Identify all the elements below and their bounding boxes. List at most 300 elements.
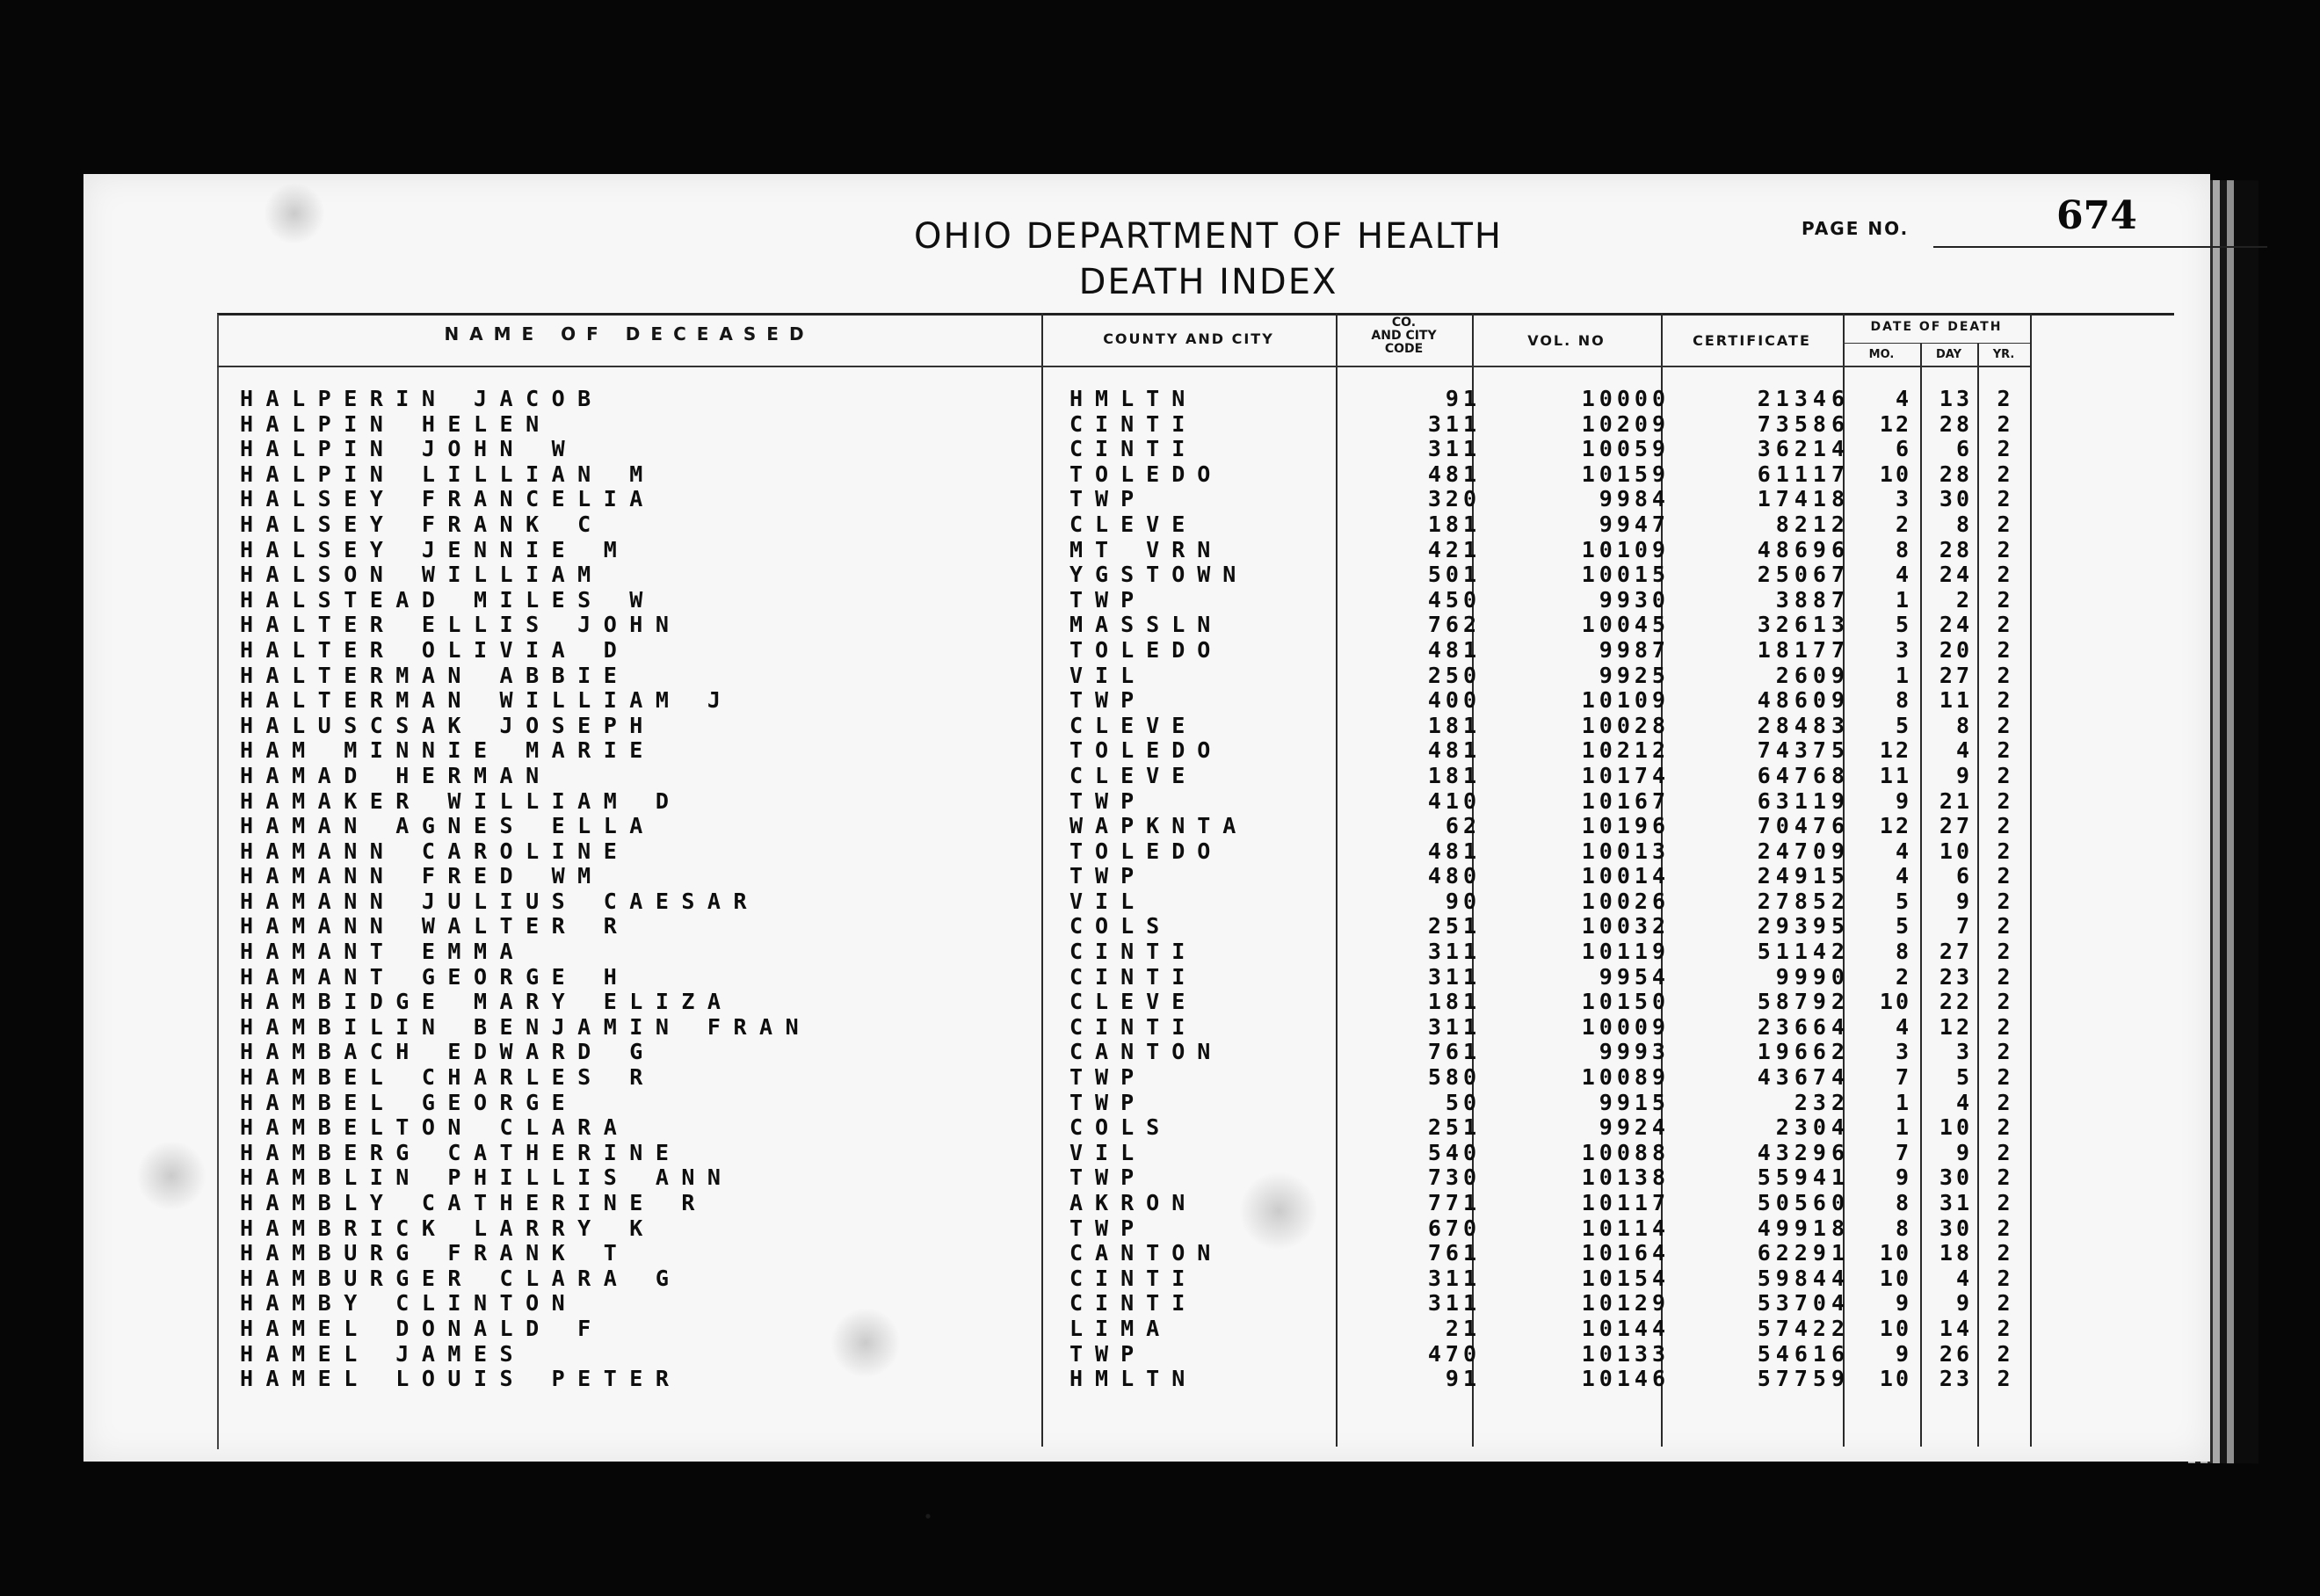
death-month: 3 [1895,636,1911,663]
table-row [83,538,2210,563]
header-code [1336,316,1472,356]
deceased-name: HALPERIN JACOB [240,386,604,411]
volume-number: 10109 [1581,536,1670,562]
death-year: 2 [1997,1190,2011,1215]
death-day: 24 [1939,612,1973,638]
table-row [83,487,2210,512]
certificate-number: 8212 [1775,511,1850,537]
table-row [83,889,2210,915]
death-year: 2 [1997,1089,2011,1115]
volume-number: 9993 [1599,1039,1670,1065]
death-day: 30 [1939,486,1973,512]
deceased-name: HAMBEL GEORGE [240,1089,578,1115]
city-code: 761 [1427,1039,1481,1065]
death-day: 27 [1939,939,1973,965]
death-day: 28 [1939,410,1973,437]
volume-number: 10000 [1581,386,1670,411]
certificate-number: 24709 [1757,838,1850,864]
title-line-1: OHIO DEPARTMENT OF HEALTH [914,216,1503,257]
table-row [83,1040,2210,1065]
table-row [83,839,2210,865]
deceased-name: HAMANN JULIUS CAESAR [240,888,760,914]
county-city: TWP [1069,1340,1147,1367]
certificate-number: 73586 [1757,410,1850,437]
city-code: 181 [1427,511,1481,537]
certificate-number: 70476 [1757,813,1850,839]
volume-number: 10212 [1581,737,1670,764]
county-city: MASSLN [1069,612,1223,638]
death-day: 9 [1955,1139,1973,1165]
city-code: 481 [1427,461,1481,487]
death-month: 12 [1879,813,1911,839]
certificate-number: 21346 [1757,386,1850,411]
death-year: 2 [1997,461,2011,487]
death-year: 2 [1997,612,2011,638]
volume-number: 10119 [1581,939,1670,965]
county-city: HMLTN [1069,1366,1198,1392]
county-city: MT VRN [1069,536,1223,562]
death-day: 4 [1955,1265,1973,1291]
death-day: 22 [1939,989,1973,1015]
city-code: 311 [1427,1013,1481,1040]
volume-number: 10045 [1581,612,1670,638]
county-city: CLEVE [1069,712,1198,738]
county-city: YGSTOWN [1069,562,1249,588]
death-year: 2 [1997,687,2011,714]
deceased-name: HALPIN JOHN W [240,436,578,462]
death-day: 28 [1939,536,1973,562]
table-row [83,965,2210,990]
death-month: 9 [1895,1164,1911,1191]
deceased-name: HALSON WILLIAM [240,562,604,588]
table-row [83,1241,2210,1266]
volume-number: 10015 [1581,562,1670,588]
deceased-name: HALUSCSAK JOSEPH [240,712,656,738]
death-day: 9 [1955,1290,1973,1317]
table-row [83,1065,2210,1091]
city-code: 481 [1427,636,1481,663]
county-city: COLS [1069,913,1172,939]
certificate-number: 27852 [1757,888,1850,914]
certificate-number: 25067 [1757,562,1850,588]
city-code: 21 [1445,1315,1481,1341]
city-code: 470 [1427,1340,1481,1367]
death-month: 1 [1895,662,1911,688]
death-day: 6 [1955,436,1973,462]
certificate-number: 18177 [1757,636,1850,663]
table-row [83,939,2210,965]
volume-number: 10089 [1581,1064,1670,1091]
volume-number: 10133 [1581,1340,1670,1367]
death-year: 2 [1997,762,2011,788]
deceased-name: HALSEY FRANCELIA [240,486,656,512]
table-row [83,613,2210,638]
city-code: 320 [1427,486,1481,512]
volume-number: 9924 [1599,1114,1670,1141]
county-city: TWP [1069,1215,1147,1241]
county-city: CINTI [1069,1290,1198,1317]
table-row [83,1367,2210,1392]
death-year: 2 [1997,562,2011,588]
table-row [83,1342,2210,1367]
certificate-number: 58792 [1757,989,1850,1015]
volume-number: 10164 [1581,1240,1670,1266]
deceased-name: HAMBY CLINTON [240,1290,578,1317]
death-month: 4 [1895,838,1911,864]
header-code-line-3: CODE [1384,342,1424,356]
death-year: 2 [1997,989,2011,1015]
header-date-of-death: DATE OF DEATH [1870,320,2003,334]
death-year: 2 [1997,1039,2011,1065]
deceased-name: HALSEY JENNIE M [240,536,630,562]
city-code: 771 [1427,1190,1481,1215]
volume-number: 10138 [1581,1164,1670,1191]
death-day: 2 [1955,586,1973,613]
death-year: 2 [1997,436,2011,462]
death-day: 9 [1955,888,1973,914]
deceased-name: HALTER ELLIS JOHN [240,612,682,638]
certificate-number: 232 [1794,1089,1850,1115]
deceased-name: HAM MINNIE MARIE [240,737,656,764]
death-month: 8 [1895,1215,1911,1241]
table-row [83,714,2210,739]
table-row [83,1216,2210,1242]
county-city: VIL [1069,662,1147,688]
death-month: 3 [1895,1039,1911,1065]
county-city: AKRON [1069,1190,1198,1215]
county-city: CINTI [1069,1013,1198,1040]
table-row [83,562,2210,588]
city-code: 481 [1427,838,1481,864]
death-month: 2 [1895,963,1911,990]
city-code: 762 [1427,612,1481,638]
volume-number: 9930 [1599,586,1670,613]
death-month: 7 [1895,1139,1911,1165]
county-city: COLS [1069,1114,1172,1141]
death-year: 2 [1997,1139,2011,1165]
city-code: 400 [1427,687,1481,714]
death-day: 8 [1955,511,1973,537]
death-year: 2 [1997,1215,2011,1241]
deceased-name: HAMBILIN BENJAMIN FRAN [240,1013,812,1040]
header-name-of-deceased: NAME OF DECEASED [444,323,815,345]
death-day: 23 [1939,1366,1973,1392]
county-city: TOLEDO [1069,461,1223,487]
volume-number: 10117 [1581,1190,1670,1215]
certificate-number: 51142 [1757,939,1850,965]
volume-number: 10167 [1581,787,1670,814]
deceased-name: HAMBELTON CLARA [240,1114,630,1141]
death-month: 10 [1879,461,1911,487]
volume-number: 9987 [1599,636,1670,663]
volume-number: 9954 [1599,963,1670,990]
city-code: 450 [1427,586,1481,613]
death-year: 2 [1997,737,2011,764]
death-month: 9 [1895,1340,1911,1367]
certificate-number: 62291 [1757,1240,1850,1266]
death-year: 2 [1997,1315,2011,1341]
document-title [769,214,1648,305]
volume-number: 10109 [1581,687,1670,714]
county-city: TWP [1069,1064,1147,1091]
table-row [83,638,2210,664]
deceased-name: HAMBURG FRANK T [240,1240,630,1266]
death-day: 26 [1939,1340,1973,1367]
death-month: 5 [1895,612,1911,638]
county-city: VIL [1069,888,1147,914]
death-year: 2 [1997,787,2011,814]
city-code: 181 [1427,712,1481,738]
death-year: 2 [1997,1340,2011,1367]
volume-number: 10129 [1581,1290,1670,1317]
county-city: TWP [1069,586,1147,613]
certificate-number: 48696 [1757,536,1850,562]
death-day: 8 [1955,712,1973,738]
table-row [83,1165,2210,1191]
county-city: CANTON [1069,1039,1223,1065]
city-code: 250 [1427,662,1481,688]
death-year: 2 [1997,888,2011,914]
table-row [83,1115,2210,1141]
death-month: 8 [1895,687,1911,714]
death-year: 2 [1997,1064,2011,1091]
table-row [83,462,2210,488]
death-month: 1 [1895,1114,1911,1141]
title-line-2: DEATH INDEX [1078,262,1338,302]
death-month: 10 [1879,1240,1911,1266]
volume-number: 10150 [1581,989,1670,1015]
death-month: 4 [1895,386,1911,411]
death-year: 2 [1997,586,2011,613]
city-code: 421 [1427,536,1481,562]
certificate-number: 23664 [1757,1013,1850,1040]
deceased-name: HAMEL LOUIS PETER [240,1366,682,1392]
death-year: 2 [1997,838,2011,864]
certificate-number: 55941 [1757,1164,1850,1191]
deceased-name: HALSEY FRANK C [240,511,604,537]
table-row [83,387,2210,412]
deceased-name: HALTERMAN WILLIAM J [240,687,734,714]
death-day: 30 [1939,1215,1973,1241]
certificate-number: 2304 [1775,1114,1850,1141]
deceased-name: HALPIN HELEN [240,410,552,437]
deceased-name: HAMEL DONALD F [240,1315,604,1341]
deceased-name: HAMEL JAMES [240,1340,526,1367]
page-no-line [1933,246,2267,248]
death-day: 4 [1955,737,1973,764]
death-year: 2 [1997,536,2011,562]
certificate-number: 17418 [1757,486,1850,512]
death-year: 2 [1997,486,2011,512]
index-card [83,174,2210,1462]
volume-number: 10196 [1581,813,1670,839]
county-city: CINTI [1069,1265,1198,1291]
index-rows [83,387,2210,1392]
death-year: 2 [1997,963,2011,990]
county-city: TWP [1069,687,1147,714]
deceased-name: HAMBERG CATHERINE [240,1139,682,1165]
table-row [83,1015,2210,1041]
deceased-name: HAMAD HERMAN [240,762,552,788]
county-city: TWP [1069,1089,1147,1115]
death-month: 10 [1879,1366,1911,1392]
city-code: 311 [1427,1265,1481,1291]
city-code: 50 [1445,1089,1481,1115]
death-day: 18 [1939,1240,1973,1266]
table-row [83,664,2210,689]
county-city: TWP [1069,1164,1147,1191]
certificate-number: 59844 [1757,1265,1850,1291]
death-day: 10 [1939,838,1973,864]
county-city: TWP [1069,863,1147,889]
deceased-name: HAMBEL CHARLES R [240,1064,656,1091]
death-year: 2 [1997,1114,2011,1141]
death-month: 4 [1895,863,1911,889]
county-city: CINTI [1069,410,1198,437]
volume-number: 10144 [1581,1315,1670,1341]
header-yr: YR. [1992,348,2015,361]
city-code: 251 [1427,1114,1481,1141]
deceased-name: HAMANN CAROLINE [240,838,630,864]
certificate-number: 36214 [1757,436,1850,462]
city-code: 62 [1445,813,1481,839]
county-city: WAPKNTA [1069,813,1249,839]
table-row [83,437,2210,462]
city-code: 311 [1427,1290,1481,1317]
death-month: 1 [1895,586,1911,613]
county-city: HMLTN [1069,386,1198,411]
death-day: 24 [1939,562,1973,588]
certificate-number: 63119 [1757,787,1850,814]
county-city: TOLEDO [1069,737,1223,764]
city-code: 311 [1427,436,1481,462]
certificate-number: 74375 [1757,737,1850,764]
volume-number: 10088 [1581,1139,1670,1165]
county-city: TOLEDO [1069,838,1223,864]
death-year: 2 [1997,1013,2011,1040]
death-month: 9 [1895,787,1911,814]
death-month: 8 [1895,1190,1911,1215]
death-month: 9 [1895,1290,1911,1317]
deceased-name: HAMANT GEORGE H [240,963,630,990]
death-month: 4 [1895,1013,1911,1040]
certificate-number: 57759 [1757,1366,1850,1392]
certificate-number: 9990 [1775,963,1850,990]
city-code: 761 [1427,1240,1481,1266]
table-row [83,864,2210,889]
county-city: CINTI [1069,436,1198,462]
table-row [83,990,2210,1015]
deceased-name: HAMBACH EDWARD G [240,1039,656,1065]
death-month: 6 [1895,436,1911,462]
date-header-rule [1843,343,2030,344]
city-code: 580 [1427,1064,1481,1091]
certificate-number: 57422 [1757,1315,1850,1341]
county-city: CLEVE [1069,762,1198,788]
table-row [83,814,2210,839]
county-city: CANTON [1069,1240,1223,1266]
death-year: 2 [1997,913,2011,939]
death-day: 13 [1939,386,1973,411]
certificate-number: 28483 [1757,712,1850,738]
death-year: 2 [1997,939,2011,965]
death-day: 4 [1955,1089,1973,1115]
table-row [83,512,2210,538]
county-city: CLEVE [1069,989,1198,1015]
death-day: 30 [1939,1164,1973,1191]
death-day: 27 [1939,662,1973,688]
death-day: 14 [1939,1315,1973,1341]
death-day: 28 [1939,461,1973,487]
county-city: TWP [1069,486,1147,512]
death-month: 8 [1895,939,1911,965]
certificate-number: 32613 [1757,612,1850,638]
death-day: 27 [1939,813,1973,839]
death-year: 2 [1997,1164,2011,1191]
death-month: 10 [1879,989,1911,1015]
city-code: 181 [1427,989,1481,1015]
death-month: 12 [1879,410,1911,437]
header-day: DAY [1935,348,1962,361]
death-month: 10 [1879,1315,1911,1341]
deceased-name: HAMBLIN PHILLIS ANN [240,1164,734,1191]
city-code: 730 [1427,1164,1481,1191]
volume-number: 10013 [1581,838,1670,864]
header-mo: MO. [1868,348,1895,361]
death-year: 2 [1997,1240,2011,1266]
volume-number: 10209 [1581,410,1670,437]
city-code: 311 [1427,410,1481,437]
certificate-number: 53704 [1757,1290,1850,1317]
city-code: 311 [1427,963,1481,990]
death-day: 31 [1939,1190,1973,1215]
death-month: 12 [1879,737,1911,764]
deceased-name: HALTER OLIVIA D [240,636,630,663]
page-no-value: 674 [2056,193,2137,238]
volume-number: 10014 [1581,863,1670,889]
death-year: 2 [1997,386,2011,411]
death-year: 2 [1997,1366,2011,1392]
death-month: 3 [1895,486,1911,512]
table-row [83,1141,2210,1166]
death-year: 2 [1997,712,2011,738]
death-year: 2 [1997,863,2011,889]
city-code: 90 [1445,888,1481,914]
county-city: VIL [1069,1139,1147,1165]
table-row [83,1317,2210,1342]
header-code-line-2: AND CITY [1371,329,1437,343]
certificate-number: 2609 [1775,662,1850,688]
county-city: TWP [1069,787,1147,814]
death-year: 2 [1997,636,2011,663]
city-code: 670 [1427,1215,1481,1241]
death-day: 10 [1939,1114,1973,1141]
deceased-name: HAMBURGER CLARA G [240,1265,682,1291]
city-code: 540 [1427,1139,1481,1165]
death-month: 8 [1895,536,1911,562]
death-year: 2 [1997,813,2011,839]
city-code: 181 [1427,762,1481,788]
death-year: 2 [1997,1265,2011,1291]
city-code: 251 [1427,913,1481,939]
death-day: 11 [1939,687,1973,714]
death-day: 6 [1955,863,1973,889]
table-row [83,688,2210,714]
certificate-number: 43296 [1757,1139,1850,1165]
table-row [83,738,2210,764]
death-year: 2 [1997,662,2011,688]
death-month: 1 [1895,1089,1911,1115]
